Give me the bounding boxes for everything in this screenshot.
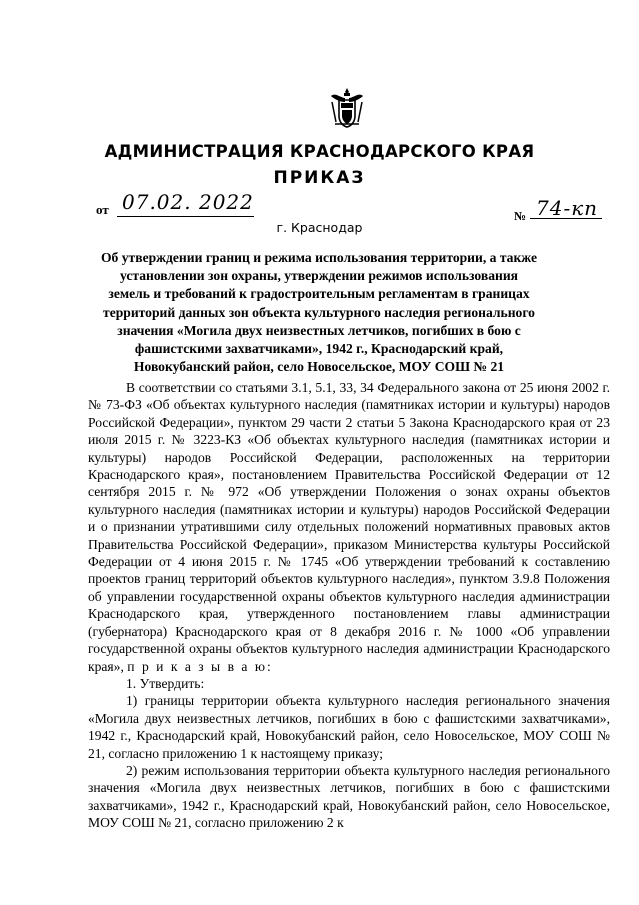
document-type: ПРИКАЗ: [273, 168, 366, 188]
city-name: г. Краснодар: [276, 220, 363, 235]
coat-of-arms-emblem: [327, 86, 367, 130]
date-prefix: от: [96, 202, 109, 217]
number-prefix: №: [514, 209, 527, 223]
handwritten-date: 07.02. 2022: [122, 190, 254, 214]
date-underline: [117, 216, 254, 217]
item-1-2: 2) режим использования территории объекта культурного наследия регионального значения «Могила двух неизвестных летчиков, погибших в бою с фашистскими захватчиками», 1942 г., Краснодарский край, Новокубанский район, село Новосельское, МОУ СОШ № 21, согласно приложению 2 к: [88, 762, 610, 831]
order-word: п р и к а з ы в а ю:: [127, 658, 273, 674]
item-1-1: 1) границы территории объекта культурного наследия регионального значения «Могила двух неизвестных летчиков, погибших в бою с фашистскими захватчиками», 1942 г., Краснодарский край, Новокубанский район, село Новосельское, МОУ СОШ № 21, согласно приложению 1 к настоящему приказу;: [88, 693, 610, 761]
item-1: 1. Утвердить:: [126, 675, 205, 691]
preamble-text: В соответствии со статьями 3.1, 5.1, 33, 34 Федерального закона от 25 июня 2002 г. № 73-ФЗ «Об объектах культурного наследия (памятниках истории и культуры) народов Российской Федерации», пунктом 29 части 2 статьи 5 Закона Краснодарского края от 23 июля 2015 г. № 3223-КЗ «Об объектах культурного наследия (памятниках истории и культуры) народов Российской Федерации, расположенных на территории Краснодарского края», постановлением Правительства Российской Федерации от 12 сентября 2015 г. № 972 «Об утверждении Положения о зонах охраны объектов культурного наследия (памятниках истории и культуры) народов Российской Федерации и о признании утратившими силу отдельных положений нормативных правовых актов Правительства Российской Федерации», приказом Министерства культуры Российской Федерации от 4 июня 2015 г. № 1745 «Об утверждении требований к составлению проектов границ территорий объектов культурного наследия», пунктом 3.9.8 Положения об управлении государственной охраны объектов культурного наследия администрации Краснодарского края, утвержденного постановлением главы администрации (губернатора) Краснодарского края от 8 декабря 2016 г. № 1000 «Об управлении государственной охраны объектов культурного наследия администрации Краснодарского края»,: [88, 380, 610, 674]
handwritten-number: 74-кп: [536, 196, 599, 220]
organization-name: АДМИНИСТРАЦИЯ КРАСНОДАРСКОГО КРАЯ: [104, 142, 535, 161]
document-body: [88, 379, 610, 832]
document-title: Об утверждении границ и режима использования территории, а также установлении зон охраны, утверждении режимов использования земель и требований к градостроительным регламентам в границах территорий данных зон объекта культурного наследия регионального значения «Могила двух неизвестных летчиков, погибших в бою с фашистскими захватчиками», 1942 г., Краснодарский край, Новокубанский район, село Новосельское, МОУ СОШ № 21: [100, 250, 538, 375]
preamble-paragraph: [88, 379, 610, 675]
